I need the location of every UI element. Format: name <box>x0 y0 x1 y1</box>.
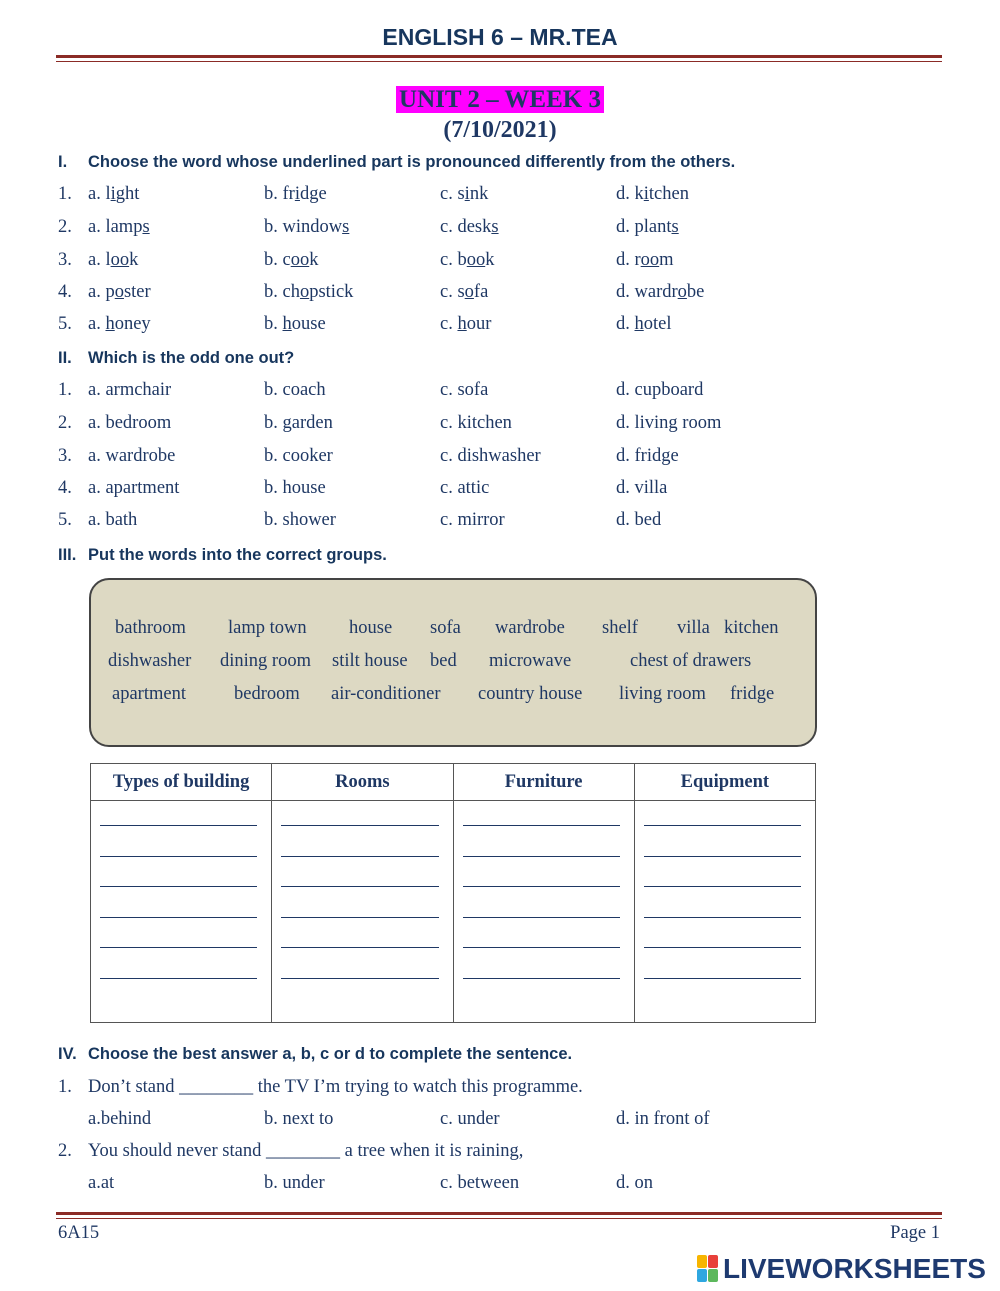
section-4-heading <box>58 1045 572 1064</box>
column-header-equipment: Equipment <box>634 764 815 801</box>
groups-table <box>90 763 816 1023</box>
underlined-part: i <box>643 184 649 204</box>
option-text: d. plant <box>616 217 672 237</box>
answer-blank[interactable] <box>91 832 271 863</box>
word-bank-item[interactable]: bathroom <box>115 618 186 638</box>
option-text: ouse <box>291 314 326 334</box>
answer-row <box>91 801 816 1023</box>
answer-blank[interactable] <box>272 954 452 985</box>
option-text: a. lamp <box>88 217 143 237</box>
option-text: b. ch <box>264 282 300 302</box>
answer-blank[interactable] <box>91 954 271 985</box>
option-a[interactable] <box>88 217 150 238</box>
answer-blank[interactable] <box>635 893 815 924</box>
option-text: otel <box>643 314 672 334</box>
option-text: c. <box>440 314 458 334</box>
option-c[interactable]: c. sofa <box>440 380 489 400</box>
answer-blank[interactable] <box>635 923 815 954</box>
option-text: be <box>686 282 705 302</box>
blank-line <box>100 917 257 918</box>
option-b[interactable]: b. next to <box>264 1109 334 1129</box>
header-divider <box>56 55 942 62</box>
option-text: b. fr <box>264 184 295 204</box>
question-number: 5. <box>58 510 72 530</box>
word-bank-item[interactable]: villa <box>677 618 710 638</box>
option-d[interactable] <box>616 217 679 238</box>
blank-line <box>644 856 801 857</box>
answer-blank[interactable] <box>272 923 452 954</box>
blank-line <box>281 825 438 826</box>
question-2-2 <box>58 413 938 439</box>
logo-square <box>708 1269 718 1282</box>
blank-line <box>281 947 438 948</box>
underlined-part: o <box>464 282 474 302</box>
option-c[interactable] <box>440 314 491 335</box>
option-a[interactable]: a. bedroom <box>88 413 172 433</box>
answer-blank[interactable] <box>272 832 452 863</box>
option-text: c. desk <box>440 217 492 237</box>
word-bank-item[interactable]: bed <box>430 651 457 671</box>
option-b[interactable] <box>264 184 327 205</box>
question-number: 2. <box>58 413 72 433</box>
option-text: b. window <box>264 217 343 237</box>
option-c[interactable]: c. under <box>440 1109 500 1129</box>
question-4-1-options <box>58 1109 938 1135</box>
word-bank-item[interactable]: shelf <box>602 618 638 638</box>
option-text: a. l <box>88 184 111 204</box>
question-number: 1. <box>58 380 72 400</box>
blank-line <box>281 856 438 857</box>
option-b[interactable]: b. cooker <box>264 446 333 466</box>
column-cell-types-of-building <box>91 801 272 1023</box>
section-number: II. <box>58 349 72 367</box>
option-text: k <box>309 250 319 270</box>
option-text: d. r <box>616 250 641 270</box>
option-text: dge <box>299 184 327 204</box>
underlined-part: oo <box>466 250 486 270</box>
option-a[interactable] <box>88 282 151 303</box>
option-a[interactable]: a.behind <box>88 1109 152 1129</box>
answer-blank[interactable] <box>91 893 271 924</box>
question-number: 5. <box>58 314 72 334</box>
option-text: nk <box>469 184 489 204</box>
option-c[interactable] <box>440 282 488 303</box>
blank-line <box>463 856 620 857</box>
answer-blank[interactable] <box>454 832 634 863</box>
column-cell-furniture <box>453 801 634 1023</box>
word-bank-item[interactable]: bedroom <box>234 684 300 704</box>
option-text: m <box>659 250 674 270</box>
underlined-part: s <box>342 217 350 237</box>
word-bank-item[interactable]: dishwasher <box>108 651 192 671</box>
section-title: Choose the best answer a, b, c or d to complete the sentence. <box>88 1045 573 1063</box>
option-a[interactable] <box>88 250 138 271</box>
option-text: d. wardr <box>616 282 678 302</box>
option-c[interactable] <box>440 184 488 205</box>
blank-line <box>644 886 801 887</box>
question-4-2-text <box>58 1141 938 1167</box>
option-text: k <box>129 250 139 270</box>
blank-line <box>100 947 257 948</box>
blank-line <box>100 886 257 887</box>
option-b[interactable] <box>264 282 353 303</box>
section-number: IV. <box>58 1045 77 1063</box>
column-cell-rooms <box>272 801 453 1023</box>
option-b[interactable] <box>264 250 318 271</box>
word-bank-item[interactable]: air-conditioner <box>331 684 441 704</box>
answer-blank[interactable] <box>454 893 634 924</box>
logo-square <box>708 1255 718 1268</box>
option-d[interactable] <box>616 314 672 335</box>
answer-blank[interactable] <box>454 954 634 985</box>
word-bank-item[interactable]: lamp town <box>228 618 307 638</box>
blank-line <box>644 825 801 826</box>
option-text: d. <box>616 314 635 334</box>
option-c[interactable]: c. attic <box>440 478 490 498</box>
option-text: c. s <box>440 184 465 204</box>
option-c[interactable]: c. kitchen <box>440 413 512 433</box>
option-a[interactable]: a. wardrobe <box>88 446 176 466</box>
answer-blank[interactable] <box>454 801 634 832</box>
underlined-part: h <box>282 314 292 334</box>
answer-blank[interactable] <box>454 862 634 893</box>
option-b[interactable]: b. house <box>264 478 326 498</box>
question-text: You should never stand ________ a tree when it is raining, <box>88 1141 524 1161</box>
option-d[interactable]: d. on <box>616 1173 653 1193</box>
option-text: fa <box>473 282 489 302</box>
underlined-part: o <box>114 282 124 302</box>
word-bank-item[interactable]: sofa <box>430 618 461 638</box>
worksheet-date: (7/10/2021) <box>443 117 557 143</box>
word-bank-item[interactable]: living room <box>619 684 706 704</box>
question-2-3 <box>58 446 938 472</box>
question-4-2-options <box>58 1173 938 1199</box>
word-bank-box <box>89 578 817 747</box>
option-b[interactable]: b. coach <box>264 380 326 400</box>
blank-line <box>463 947 620 948</box>
option-b[interactable]: b. under <box>264 1173 325 1193</box>
section-1-heading <box>58 153 735 172</box>
blank-line <box>281 917 438 918</box>
option-text: d. k <box>616 184 644 204</box>
option-d[interactable] <box>616 282 704 303</box>
question-number: 4. <box>58 478 72 498</box>
option-text: a. <box>88 314 106 334</box>
question-1-3 <box>58 250 938 276</box>
word-bank-item[interactable]: dining room <box>220 651 311 671</box>
underlined-part: o <box>299 282 310 302</box>
option-c[interactable]: c. mirror <box>440 510 505 530</box>
option-text: ght <box>115 184 140 204</box>
option-b[interactable] <box>264 217 349 238</box>
blank-line <box>100 856 257 857</box>
underlined-part: s <box>491 217 499 237</box>
word-bank-item[interactable]: microwave <box>489 651 572 671</box>
page-number: Page 1 <box>890 1223 940 1243</box>
option-c[interactable]: c. dishwasher <box>440 446 541 466</box>
option-text: a. l <box>88 250 111 270</box>
underlined-part: h <box>457 314 467 334</box>
section-title: Which is the odd one out? <box>88 349 295 367</box>
brand-name: LIVEWORKSHEETS <box>723 1253 986 1284</box>
answer-blank[interactable] <box>272 893 452 924</box>
option-c[interactable] <box>440 250 494 271</box>
answer-blank[interactable] <box>635 954 815 985</box>
blank-line <box>644 978 801 979</box>
footer-divider <box>56 1212 942 1219</box>
question-number: 4. <box>58 282 72 302</box>
liveworksheets-logo[interactable] <box>697 1252 986 1286</box>
section-3-heading <box>58 546 387 565</box>
underlined-part: oo <box>290 250 310 270</box>
section-title: Choose the word whose underlined part is pronounced differently from the others. <box>88 153 736 171</box>
liveworksheets-logo-icon <box>697 1255 719 1283</box>
answer-blank[interactable] <box>635 862 815 893</box>
word-bank-item[interactable]: house <box>349 618 393 638</box>
answer-blank[interactable] <box>635 801 815 832</box>
underlined-part: h <box>105 314 115 334</box>
answer-blank[interactable] <box>91 862 271 893</box>
underlined-part: i <box>464 184 470 204</box>
answer-blank[interactable] <box>635 832 815 863</box>
answer-blank[interactable] <box>272 801 452 832</box>
question-1-2 <box>58 217 938 243</box>
option-text: k <box>485 250 495 270</box>
option-text: oney <box>114 314 151 334</box>
option-text: a. p <box>88 282 115 302</box>
option-a[interactable] <box>88 314 151 335</box>
option-text: b. <box>264 314 283 334</box>
option-d[interactable]: d. fridge <box>616 446 679 466</box>
option-text: c. s <box>440 282 465 302</box>
logo-square <box>697 1255 707 1268</box>
question-4-1-text <box>58 1077 938 1103</box>
option-a[interactable]: a. armchair <box>88 380 172 400</box>
option-text: tchen <box>648 184 689 204</box>
option-b[interactable]: b. shower <box>264 510 336 530</box>
option-d[interactable]: d. villa <box>616 478 668 498</box>
word-bank-item[interactable]: apartment <box>112 684 186 704</box>
logo-square <box>697 1269 707 1282</box>
section-2-heading <box>58 349 294 368</box>
option-d[interactable] <box>616 250 674 271</box>
section-number: I. <box>58 153 68 171</box>
question-1-1 <box>58 184 938 210</box>
option-a[interactable]: a.at <box>88 1173 115 1193</box>
option-a[interactable]: a. apartment <box>88 478 180 498</box>
option-b[interactable]: b. garden <box>264 413 333 433</box>
question-number: 3. <box>58 250 72 270</box>
underlined-part: i <box>294 184 300 204</box>
column-header-rooms: Rooms <box>272 764 453 801</box>
underlined-part: s <box>142 217 150 237</box>
word-bank-item[interactable]: fridge <box>730 684 775 704</box>
underlined-part: o <box>677 282 687 302</box>
blank-line <box>100 825 257 826</box>
option-c[interactable]: c. between <box>440 1173 520 1193</box>
option-d[interactable] <box>616 184 689 205</box>
unit-title-text: UNIT 2 – WEEK 3 <box>396 86 604 113</box>
option-d[interactable]: d. cupboard <box>616 380 704 400</box>
answer-blank[interactable] <box>91 923 271 954</box>
blank-line <box>463 886 620 887</box>
word-bank-item[interactable]: wardrobe <box>495 618 565 638</box>
blank-line <box>281 886 438 887</box>
option-text: ster <box>123 282 151 302</box>
blank-line <box>463 825 620 826</box>
page-header-title: ENGLISH 6 – MR.TEA <box>382 24 618 50</box>
word-bank-item[interactable]: kitchen <box>724 618 779 638</box>
question-2-4 <box>58 478 938 504</box>
option-a[interactable]: a. bath <box>88 510 138 530</box>
question-2-5 <box>58 510 938 536</box>
option-text: c. b <box>440 250 467 270</box>
class-code: 6A15 <box>58 1223 100 1243</box>
question-number: 1. <box>58 184 72 204</box>
question-number: 2. <box>58 1141 72 1161</box>
blank-line <box>463 917 620 918</box>
section-number: III. <box>58 546 77 564</box>
option-d[interactable]: d. living room <box>616 413 722 433</box>
blank-line <box>644 947 801 948</box>
underlined-part: i <box>110 184 116 204</box>
underlined-part: s <box>671 217 679 237</box>
column-cell-equipment <box>634 801 815 1023</box>
word-bank-item[interactable]: country house <box>478 684 583 704</box>
blank-line <box>644 917 801 918</box>
answer-blank[interactable] <box>454 923 634 954</box>
question-number: 3. <box>58 446 72 466</box>
blank-line <box>463 978 620 979</box>
question-2-1 <box>58 380 938 406</box>
unit-title <box>0 86 1000 114</box>
word-bank-item[interactable]: stilt house <box>332 651 408 671</box>
blank-line <box>281 978 438 979</box>
option-d[interactable]: d. bed <box>616 510 662 530</box>
underlined-part: oo <box>640 250 660 270</box>
blank-line <box>100 978 257 979</box>
underlined-part: oo <box>110 250 130 270</box>
option-c[interactable] <box>440 217 499 238</box>
option-text: b. c <box>264 250 291 270</box>
answer-blank[interactable] <box>91 801 271 832</box>
option-b[interactable] <box>264 314 326 335</box>
section-title: Put the words into the correct groups. <box>88 546 387 564</box>
word-bank-item[interactable]: chest of drawers <box>630 651 752 671</box>
option-d[interactable]: d. in front of <box>616 1109 710 1129</box>
question-number: 1. <box>58 1077 72 1097</box>
question-1-5 <box>58 314 938 340</box>
answer-blank[interactable] <box>272 862 452 893</box>
option-a[interactable] <box>88 184 139 205</box>
column-header-types-of-building: Types of building <box>91 764 272 801</box>
option-text: pstick <box>309 282 354 302</box>
question-number: 2. <box>58 217 72 237</box>
question-text: Don’t stand ________ the TV I’m trying to watch this programme. <box>88 1077 583 1097</box>
column-header-furniture: Furniture <box>453 764 634 801</box>
question-1-4 <box>58 282 938 308</box>
option-text: our <box>466 314 492 334</box>
underlined-part: h <box>634 314 644 334</box>
